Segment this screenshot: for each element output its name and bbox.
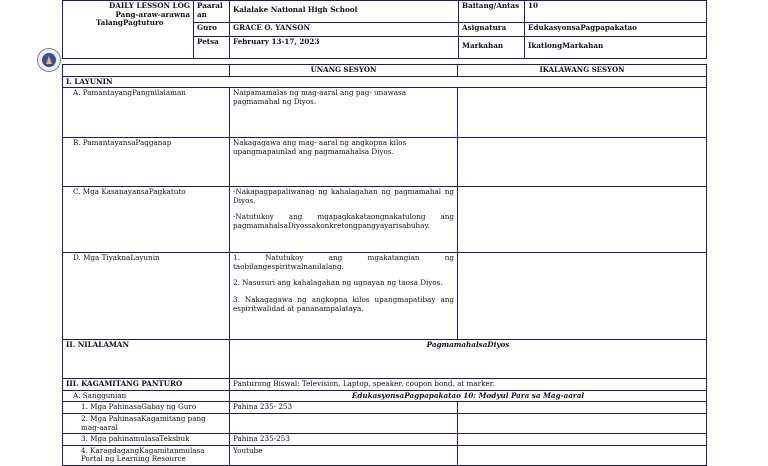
kasanayan-second — [458, 187, 707, 253]
teksbuk-second — [458, 434, 707, 446]
subject-label: Asignatura — [459, 23, 525, 37]
teksbuk-label: 3. Mga pahinamulasaTeksbuk — [63, 434, 230, 446]
school-value: Kalalake National High School — [230, 1, 459, 23]
kagamitan-heading: III. KAGAMITANG PANTURO — [63, 379, 230, 391]
nilalaman-value: PagmamahalsaDiyos — [230, 340, 707, 379]
kasanayan-item: -Natutukoy ang mgapagkakataongnakatulong ang pagmamahalsaDiyossakonkretongpangyayarisabuhay. — [233, 212, 454, 230]
log-subtitle-1: Pang-araw-arawna — [115, 9, 190, 19]
log-subtitle-2: TalangPagtuturo — [96, 18, 164, 28]
header-table — [62, 0, 707, 59]
pamantayang-pangnilalaman-second — [458, 88, 707, 138]
quarter-value: IkatlongMarkahan — [525, 37, 707, 59]
pamantayang-pangnilalaman-value: Naipamamalas ng mag-aaral ang pag- unawasa pagmamahal ng Diyos. — [230, 88, 458, 138]
nilalaman-heading: II. NILALAMAN — [63, 340, 230, 379]
log-title-cell — [63, 1, 194, 59]
learning-resource-second — [458, 445, 707, 465]
tiyak-layunin-second — [458, 253, 707, 340]
subject-value: EdukasyonsaPagpapakatao — [525, 23, 707, 37]
quarter-label: Markahan — [459, 37, 525, 59]
tiyak-layunin-label: D. Mga TiyaknaLayunin — [63, 253, 230, 340]
kagamitang-mag-aaral-value — [230, 413, 458, 433]
tiyak-layunin-value — [230, 253, 458, 340]
sanggunian-value: EdukasyonsaPagpapakatao 10: Modyul Para sa Mag-aaral — [230, 390, 707, 402]
teacher-label: Guro — [194, 23, 230, 37]
sanggunian-label: A. Sanggunian — [63, 390, 230, 402]
kagamitang-mag-aaral-label: 2. Mga PahinasaKagamitang pang mag-aaral — [63, 413, 230, 433]
second-session-header: IKALAWANG SESYON — [458, 65, 707, 77]
deped-seal-logo — [37, 48, 61, 72]
kagamitan-value: Panturong Biswal: Television, Laptop, speaker, coupon bond, at marker. — [230, 379, 707, 391]
session-blank-cell — [63, 65, 230, 77]
learning-resource-value: Youtube — [230, 445, 458, 465]
tiyak-item: 1. Natutukoy ang mgakatangian ng taobilangespiritwalnanilalang. — [233, 253, 454, 271]
tiyak-item: 2. Nasusuri ang kahalagahan ng ugnayan ng taosa Diyos. — [233, 278, 443, 288]
gabay-guro-value: Pahina 235- 253 — [230, 402, 458, 414]
pamantayan-pagganap-second — [458, 138, 707, 187]
gabay-guro-label: 1. Mga PahinasaGabay ng Guro — [63, 402, 230, 414]
grade-label: Baitang/Antas — [459, 1, 525, 23]
pamantayang-pangnilalaman-label: A. PamantayangPangnilalaman — [63, 88, 230, 138]
kasanayan-value — [230, 187, 458, 253]
gabay-guro-second — [458, 402, 707, 414]
learning-resource-label: 4. KaragdagangKagamitanmulasa Portal ng Learning Resource — [63, 445, 230, 465]
tiyak-item: 3. Nakagagawa ng angkopna kilos upangmapatibay ang espiritwalidad at pananampalataya. — [233, 294, 454, 313]
first-session-header: UNANG SESYON — [230, 65, 458, 77]
kagamitang-mag-aaral-second — [458, 413, 707, 433]
layunin-heading: I. LAYUNIN — [63, 76, 707, 88]
date-value: February 13-17, 2023 — [230, 37, 459, 59]
kasanayan-item: -Nakapagpapaliwanag ng kahalagahan ng pagmamahal ng Diyos. — [233, 187, 454, 205]
lesson-table — [62, 64, 707, 466]
grade-value: 10 — [525, 1, 707, 23]
kasanayan-label: C. Mga KasanayansaPagkatuto — [63, 187, 230, 253]
pamantayan-pagganap-label: B. PamantayansaPagganap — [63, 138, 230, 187]
log-title: DAILY LESSON LOG — [109, 1, 190, 10]
date-label: Petsa — [194, 37, 230, 59]
pamantayan-pagganap-value: Nakagagawa ang mag- aaral ng angkopna kilos upangmapaunlad ang pagmamahalsa Diyos. — [230, 138, 458, 187]
school-label: Paaral an — [194, 1, 230, 23]
teksbuk-value: Pahina 235-253 — [230, 434, 458, 446]
teacher-value: GRACE O. YANSON — [230, 23, 459, 37]
